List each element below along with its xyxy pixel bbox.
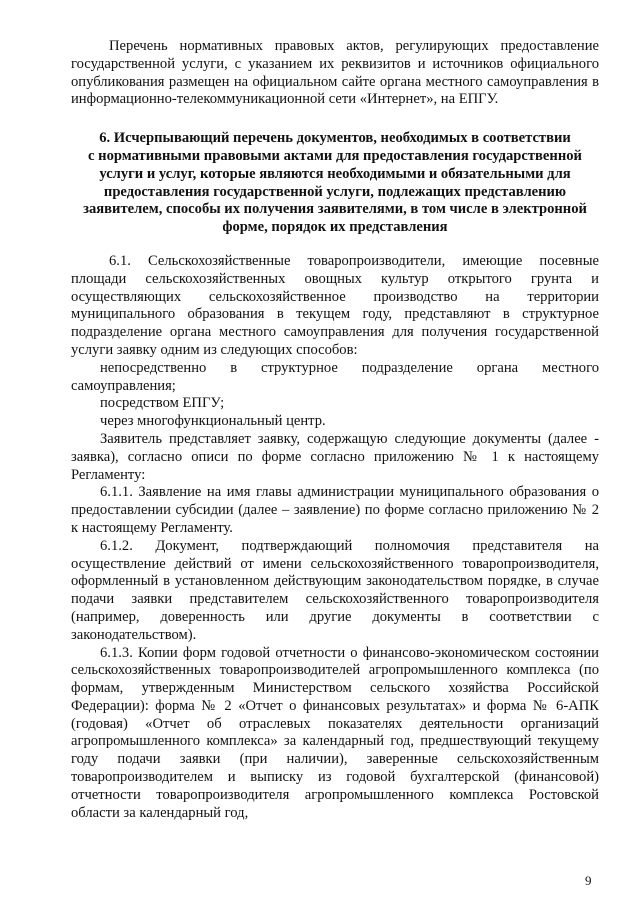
- section-heading: [71, 130, 599, 237]
- applicant-paragraph: Заявитель представляет заявку, содержащую следующие документы (далее - заявка), согласно описи по форме согласно приложению № 1 к настоящему Регламенту:: [71, 430, 599, 483]
- paragraph-6-1-1: 6.1.1. Заявление на имя главы администрации муниципального образования о предоставлении субсидии (далее – заявление) по форме согласно приложению № 2 к настоящему Регламенту.: [71, 484, 599, 536]
- paragraph-6-1-2: 6.1.2. Документ, подтверждающий полномочия представителя на осуществление действий от имени сельскохозяйственного товаропроизводителя, оформленный в установленном действующим законодательством порядке, в случае подачи заявки представителем сельскохозяйственного товаропроизводителя (например, доверенность или другие документы в соответствии с законодательством).: [71, 537, 599, 643]
- section-heading-line: 6. Исчерпывающий перечень документов, необходимых в соответствии: [99, 130, 571, 147]
- submission-method-2: посредством ЕПГУ;: [100, 395, 225, 412]
- submission-method-1: непосредственно в структурное подразделение органа местного самоуправления;: [71, 359, 599, 394]
- submission-method-3: через многофункциональный центр.: [100, 413, 326, 430]
- section-heading-line: заявителем, способы их получения заявителями, в том числе в электронной: [83, 201, 587, 218]
- paragraph-6-1: 6.1. Сельскохозяйственные товаропроизводители, имеющие посевные площади сельскохозяйственных овощных культур открытого грунта и осуществляющих сельскохозяйственное производство на территории муниципального образования в текущем году, представляют в структурное подразделение органа местного самоуправления для получения государственной услуги заявку одним из следующих способов:: [71, 252, 599, 358]
- intro-paragraph: Перечень нормативных правовых актов, регулирующих предоставление государственной услуги, с указанием их реквизитов и источников официального опубликования размещен на официальном сайте органа местного самоуправления в информационно-телекоммуникационной сети «Интернет», на ЕПГУ.: [71, 38, 599, 108]
- section-heading-line: предоставления государственной услуги, подлежащих представлению: [103, 183, 567, 200]
- section-heading-line: услуги и услуг, которые являются необходимыми и обязательными для: [99, 165, 571, 182]
- document-page: [71, 38, 599, 822]
- page-number: 9: [585, 873, 592, 888]
- section-heading-line: форме, порядок их представления: [222, 219, 448, 236]
- paragraph-6-1-3: 6.1.3. Копии форм годовой отчетности о финансово-экономическом состоянии сельскохозяйственных товаропроизводителей агропромышленного комплекса (по формам, утвержденным Министерством сельского хозяйства Российской Федерации): форма № 2 «Отчет о финансовых результатах» и форма № 6-АПК (годовая) «Отчет об отраслевых показателях деятельности организаций агропромышленного комплекса» за календарный год, предшествующий текущему году подачи заявки (при наличии), заверенные сельскохозяйственным товаропроизводителем и выписку из годовой бухгалтерской (финансовой) отчетности товаропроизводителя агропромышленного комплекса Ростовской области за календарный год,: [71, 644, 599, 821]
- section-heading-line: с нормативными правовыми актами для предоставления государственной: [88, 147, 582, 164]
